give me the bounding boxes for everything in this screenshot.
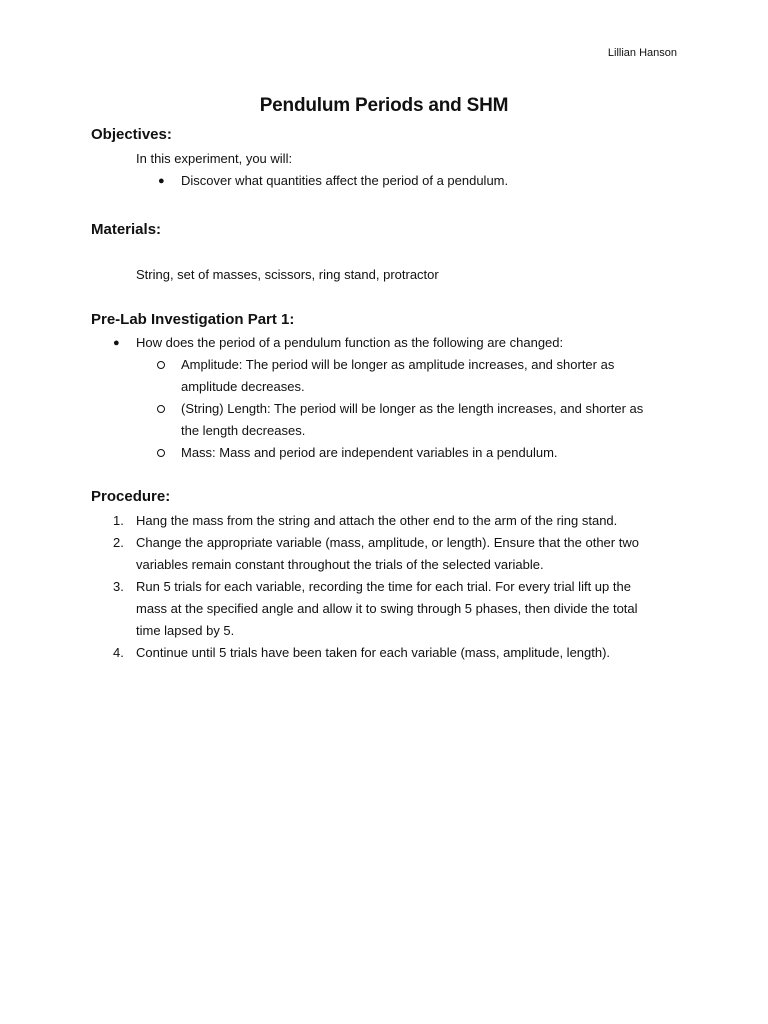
procedure-step-line: Continue until 5 trials have been taken for each variable (mass, amplitude, length). [136, 645, 611, 660]
step-number: 3. [113, 579, 124, 594]
procedure-step-line: Change the appropriate variable (mass, amplitude, or length). Ensure that the other two [136, 535, 639, 550]
procedure-step-line: mass at the specified angle and allow it to swing through 5 phases, then divide the total [136, 601, 638, 616]
procedure-step-line: variables remain constant throughout the trials of the selected variable. [136, 557, 544, 572]
step-number: 4. [113, 645, 124, 660]
prelab-item-length: (String) Length: The period will be longer as the length increases, and shorter as [181, 401, 644, 416]
prelab-item-amplitude: Amplitude: The period will be longer as amplitude increases, and shorter as [181, 357, 615, 372]
hollow-bullet-icon [157, 405, 165, 413]
bullet-icon: ● [113, 337, 120, 349]
objectives-heading: Objectives: [91, 126, 172, 143]
author-name: Lillian Hanson [607, 47, 677, 59]
document-title: Pendulum Periods and SHM [259, 95, 509, 116]
objectives-intro: In this experiment, you will: [136, 151, 293, 166]
hollow-bullet-icon [157, 449, 165, 457]
hollow-bullet-icon [157, 361, 165, 369]
prelab-question: How does the period of a pendulum function as the following are changed: [136, 335, 564, 350]
materials-heading: Materials: [91, 221, 162, 238]
prelab-item-length-cont: the length decreases. [181, 423, 306, 438]
procedure-step-line: time lapsed by 5. [136, 623, 235, 638]
prelab-item-mass: Mass: Mass and period are independent variables in a pendulum. [181, 445, 558, 460]
objectives-bullet: Discover what quantities affect the period of a pendulum. [181, 173, 509, 188]
bullet-icon: ● [158, 175, 165, 187]
step-number: 2. [113, 535, 124, 550]
step-number: 1. [113, 513, 124, 528]
procedure-step-line: Hang the mass from the string and attach the other end to the arm of the ring stand. [136, 513, 618, 528]
procedure-heading: Procedure: [91, 488, 171, 505]
prelab-item-amplitude-cont: amplitude decreases. [181, 379, 305, 394]
prelab-heading: Pre-Lab Investigation Part 1: [91, 311, 295, 328]
materials-text: String, set of masses, scissors, ring stand, protractor [136, 267, 439, 282]
procedure-step-line: Run 5 trials for each variable, recording the time for each trial. For every trial lift up the [136, 579, 631, 594]
